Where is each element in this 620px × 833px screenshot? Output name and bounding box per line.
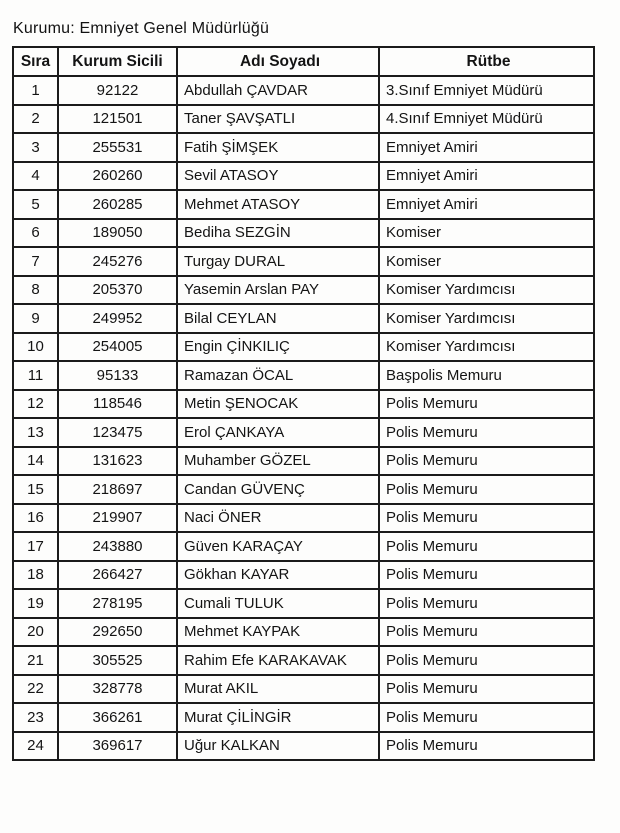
table-cell: Güven KARAÇAY bbox=[177, 532, 379, 561]
table-cell: 95133 bbox=[58, 361, 177, 390]
table-cell: Bilal CEYLAN bbox=[177, 304, 379, 333]
table-cell: 118546 bbox=[58, 390, 177, 419]
table-cell: 92122 bbox=[58, 76, 177, 105]
table-cell: Komiser Yardımcısı bbox=[379, 333, 594, 362]
table-cell: 254005 bbox=[58, 333, 177, 362]
table-cell: Polis Memuru bbox=[379, 475, 594, 504]
table-cell: 205370 bbox=[58, 276, 177, 305]
table-cell: Polis Memuru bbox=[379, 447, 594, 476]
table-cell: 1 bbox=[13, 76, 58, 105]
table-cell: 243880 bbox=[58, 532, 177, 561]
table-cell: Metin ŞENOCAK bbox=[177, 390, 379, 419]
table-cell: 131623 bbox=[58, 447, 177, 476]
table-row bbox=[13, 646, 594, 675]
table-row bbox=[13, 276, 594, 305]
table-row bbox=[13, 247, 594, 276]
table-cell: Polis Memuru bbox=[379, 732, 594, 761]
table-cell: Polis Memuru bbox=[379, 703, 594, 732]
table-cell: Uğur KALKAN bbox=[177, 732, 379, 761]
table-cell: 3 bbox=[13, 133, 58, 162]
table-cell: 121501 bbox=[58, 105, 177, 134]
table-row bbox=[13, 418, 594, 447]
column-header-rutbe: Rütbe bbox=[379, 47, 594, 76]
table-cell: 10 bbox=[13, 333, 58, 362]
table-cell: 218697 bbox=[58, 475, 177, 504]
table-cell: 5 bbox=[13, 190, 58, 219]
table-cell: 7 bbox=[13, 247, 58, 276]
table-cell: 2 bbox=[13, 105, 58, 134]
table-cell: Polis Memuru bbox=[379, 418, 594, 447]
table-cell: Cumali TULUK bbox=[177, 589, 379, 618]
table-cell: Murat AKIL bbox=[177, 675, 379, 704]
table-cell: Yasemin Arslan PAY bbox=[177, 276, 379, 305]
page-title: Kurumu: Emniyet Genel Müdürlüğü bbox=[13, 20, 270, 37]
table-row bbox=[13, 447, 594, 476]
table-row bbox=[13, 532, 594, 561]
table-cell: Sevil ATASOY bbox=[177, 162, 379, 191]
table-cell: Candan GÜVENÇ bbox=[177, 475, 379, 504]
table-cell: 14 bbox=[13, 447, 58, 476]
table-row bbox=[13, 361, 594, 390]
table-cell: Fatih ŞİMŞEK bbox=[177, 133, 379, 162]
table-cell: 369617 bbox=[58, 732, 177, 761]
table-row bbox=[13, 162, 594, 191]
table-cell: Naci ÖNER bbox=[177, 504, 379, 533]
table-cell: 292650 bbox=[58, 618, 177, 647]
table-cell: Polis Memuru bbox=[379, 504, 594, 533]
table-cell: 366261 bbox=[58, 703, 177, 732]
column-header-adi-soyadi: Adı Soyadı bbox=[177, 47, 379, 76]
table-row bbox=[13, 133, 594, 162]
column-header-kurum-sicili: Kurum Sicili bbox=[58, 47, 177, 76]
table-cell: 22 bbox=[13, 675, 58, 704]
table-row bbox=[13, 304, 594, 333]
table-cell: 260285 bbox=[58, 190, 177, 219]
table-cell: 328778 bbox=[58, 675, 177, 704]
table-cell: Taner ŞAVŞATLI bbox=[177, 105, 379, 134]
table-cell: 305525 bbox=[58, 646, 177, 675]
table-cell: Rahim Efe KARAKAVAK bbox=[177, 646, 379, 675]
table-cell: 278195 bbox=[58, 589, 177, 618]
table-cell: Polis Memuru bbox=[379, 532, 594, 561]
table-cell: 6 bbox=[13, 219, 58, 248]
table-cell: 4 bbox=[13, 162, 58, 191]
table-cell: 13 bbox=[13, 418, 58, 447]
column-header-sira: Sıra bbox=[13, 47, 58, 76]
table-cell: Engin ÇİNKILIÇ bbox=[177, 333, 379, 362]
table-cell: 266427 bbox=[58, 561, 177, 590]
table-cell: 189050 bbox=[58, 219, 177, 248]
table-cell: 11 bbox=[13, 361, 58, 390]
table-cell: Komiser Yardımcısı bbox=[379, 304, 594, 333]
table-row bbox=[13, 618, 594, 647]
table-cell: Polis Memuru bbox=[379, 646, 594, 675]
table-cell: 12 bbox=[13, 390, 58, 419]
table-cell: 24 bbox=[13, 732, 58, 761]
table-cell: Abdullah ÇAVDAR bbox=[177, 76, 379, 105]
table-cell: 219907 bbox=[58, 504, 177, 533]
table-row bbox=[13, 675, 594, 704]
table-cell: Mehmet KAYPAK bbox=[177, 618, 379, 647]
table-cell: 15 bbox=[13, 475, 58, 504]
table-cell: Gökhan KAYAR bbox=[177, 561, 379, 590]
table-cell: Emniyet Amiri bbox=[379, 133, 594, 162]
table-row bbox=[13, 732, 594, 761]
table-cell: 19 bbox=[13, 589, 58, 618]
table-cell: Turgay DURAL bbox=[177, 247, 379, 276]
table-cell: Komiser bbox=[379, 247, 594, 276]
table-cell: 249952 bbox=[58, 304, 177, 333]
table-cell: Emniyet Amiri bbox=[379, 190, 594, 219]
table-cell: Polis Memuru bbox=[379, 589, 594, 618]
table-cell: 3.Sınıf Emniyet Müdürü bbox=[379, 76, 594, 105]
table-cell: Erol ÇANKAYA bbox=[177, 418, 379, 447]
table-row bbox=[13, 504, 594, 533]
table-cell: 17 bbox=[13, 532, 58, 561]
header-row bbox=[13, 47, 594, 76]
table-cell: Komiser Yardımcısı bbox=[379, 276, 594, 305]
table-cell: Ramazan ÖCAL bbox=[177, 361, 379, 390]
table-cell: Polis Memuru bbox=[379, 618, 594, 647]
table-cell: 16 bbox=[13, 504, 58, 533]
table-cell: Muhamber GÖZEL bbox=[177, 447, 379, 476]
table-cell: Polis Memuru bbox=[379, 675, 594, 704]
table-cell: Polis Memuru bbox=[379, 390, 594, 419]
table-row bbox=[13, 190, 594, 219]
table-row bbox=[13, 561, 594, 590]
table-cell: 8 bbox=[13, 276, 58, 305]
table-row bbox=[13, 390, 594, 419]
table-cell: Murat ÇİLİNGİR bbox=[177, 703, 379, 732]
table-cell: 123475 bbox=[58, 418, 177, 447]
table-cell: 255531 bbox=[58, 133, 177, 162]
table-cell: Mehmet ATASOY bbox=[177, 190, 379, 219]
table-cell: 245276 bbox=[58, 247, 177, 276]
table-header bbox=[13, 47, 594, 76]
table-cell: 20 bbox=[13, 618, 58, 647]
table-cell: Polis Memuru bbox=[379, 561, 594, 590]
table-body bbox=[13, 76, 594, 760]
table-cell: Bediha SEZGİN bbox=[177, 219, 379, 248]
table-cell: 260260 bbox=[58, 162, 177, 191]
table-row bbox=[13, 475, 594, 504]
table-cell: Başpolis Memuru bbox=[379, 361, 594, 390]
table-row bbox=[13, 76, 594, 105]
table-cell: 23 bbox=[13, 703, 58, 732]
table-cell: 9 bbox=[13, 304, 58, 333]
table-row bbox=[13, 219, 594, 248]
table-cell: 4.Sınıf Emniyet Müdürü bbox=[379, 105, 594, 134]
table-cell: 21 bbox=[13, 646, 58, 675]
table-cell: 18 bbox=[13, 561, 58, 590]
table-row bbox=[13, 589, 594, 618]
table-row bbox=[13, 703, 594, 732]
table-cell: Komiser bbox=[379, 219, 594, 248]
personnel-table bbox=[12, 46, 595, 761]
table-cell: Emniyet Amiri bbox=[379, 162, 594, 191]
table-row bbox=[13, 105, 594, 134]
table-row bbox=[13, 333, 594, 362]
